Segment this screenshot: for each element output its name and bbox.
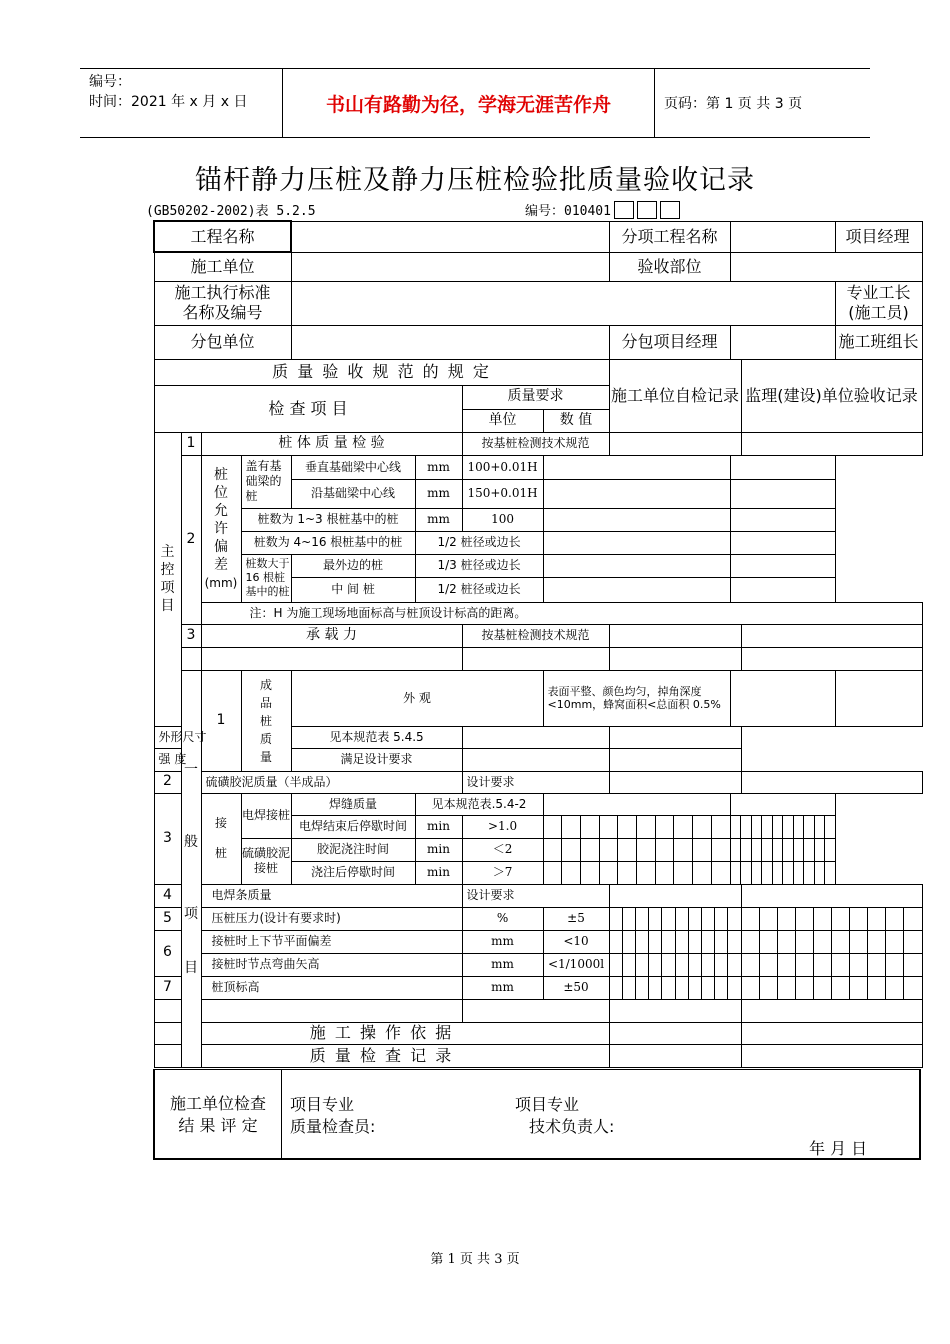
pile-count-1-3: 桩数为 1~3 根桩基中的桩 [241, 508, 415, 531]
measurement-grid[interactable] [609, 976, 741, 999]
slogan: 书山有路勤为径，学海无涯苦作舟 [282, 69, 655, 137]
self-check-cell[interactable] [543, 531, 730, 554]
serial-box[interactable] [614, 201, 634, 219]
self-check-cell[interactable] [609, 647, 741, 670]
item-pile-quality-req: 按基桩检测技术规范 [462, 432, 609, 455]
label-sub-project: 分项工程名称 [609, 221, 730, 252]
splice-plane-deviation: 接桩时上下节平面偏差 [201, 930, 462, 953]
page-footer: 第 1 页 共 3 页 [430, 1252, 520, 1267]
middle-pile-value: 1/2 桩径或边长 [415, 577, 543, 602]
pour-unit: min [415, 838, 462, 861]
outer-pile: 最外边的桩 [291, 554, 415, 577]
after-pour-value: ＞7 [462, 861, 543, 884]
measurement-grid[interactable] [609, 930, 741, 953]
pile-top-elevation: 桩顶标高 [201, 976, 462, 999]
operation-basis-cell[interactable] [609, 1022, 741, 1044]
pile-count-1-3-value: 100 [462, 508, 543, 531]
check-items-header: 检 查 项 目 [154, 385, 462, 432]
quality-req-header: 质量要求 [462, 385, 609, 409]
self-check-cell[interactable] [543, 455, 730, 479]
spec-section-title: 质 量 验 收 规 范 的 规 定 [154, 359, 609, 385]
label-project-name: 工程名称 [154, 221, 291, 252]
evaluation-label [155, 1070, 282, 1159]
pour-value: ＜2 [462, 838, 543, 861]
supervision-cell[interactable] [741, 624, 922, 647]
field-project-name[interactable] [291, 221, 609, 252]
number-label: 编号： [89, 74, 131, 90]
middle-pile: 中 间 桩 [291, 577, 415, 602]
electrode-req: 设计要求 [462, 884, 609, 907]
self-check-cell[interactable] [543, 508, 730, 531]
standard-code: (GB50202-2002)表 5.2.5 [146, 204, 316, 219]
label-exec-standard [154, 281, 291, 325]
page-header [80, 68, 870, 138]
supervision-cell[interactable] [741, 432, 922, 455]
pile-count-4-16: 桩数为 4~16 根桩基中的桩 [241, 531, 415, 554]
item-number: 5 [154, 907, 181, 930]
evaluation-block [153, 1069, 921, 1160]
field-sub-pm[interactable] [730, 325, 835, 359]
measurement-grid[interactable] [741, 953, 922, 976]
main-control-label: 主 控 项 目 [154, 432, 181, 726]
serial-number [525, 200, 680, 219]
self-check-cell[interactable] [609, 999, 741, 1022]
item-number: 2 [181, 455, 201, 624]
weld-quality-req: 见本规范表.5.4-2 [415, 793, 543, 815]
evaluation-label-line2: 结 果 评 定 [178, 1115, 258, 1135]
self-check-cell[interactable] [609, 884, 741, 907]
pour-time: 胶泥浇注时间 [291, 838, 415, 861]
page-info: 页码：第 1 页 共 3 页 [664, 96, 803, 112]
joint-bending-unit: mm [462, 953, 543, 976]
item-pile-quality: 桩 体 质 量 检 验 [201, 432, 462, 455]
label-team-leader: 施工班组长 [835, 325, 922, 359]
foreman-line2: (施工员) [848, 303, 909, 322]
serial-box[interactable] [660, 201, 680, 219]
measurement-grid[interactable] [730, 838, 835, 861]
label-foreman [835, 281, 922, 325]
outer-pile-value: 1/3 桩径或边长 [415, 554, 543, 577]
after-pour-time: 浇注后停歇时间 [291, 861, 415, 884]
doc-title: 锚杆静力压桩及静力压桩检验批质量验收记录 [195, 165, 755, 196]
cap-beam-pile: 盖有基础梁的桩 [241, 455, 291, 508]
item-number: 7 [154, 976, 181, 999]
serial-label: 编号：010401 [525, 204, 611, 219]
self-check-cell[interactable] [462, 748, 609, 771]
pile-top-value: ±50 [543, 976, 609, 999]
strength: 强 度 [154, 748, 241, 771]
self-check-cell[interactable] [609, 432, 741, 455]
measurement-grid[interactable] [741, 930, 922, 953]
splice-plane-value: <10 [543, 930, 609, 953]
finished-pile-label: 成 品 桩 质 量 [241, 670, 291, 771]
label-acceptance-part: 验收部位 [609, 252, 730, 281]
sign-date[interactable]: 年 月 日 [809, 1139, 868, 1158]
pile-deviation-label: 桩 位 允 许 偏 差 (mm) [201, 455, 241, 602]
note-h: 注：H 为施工现场地面标高与桩顶设计标高的距离。 [201, 602, 922, 624]
pressing-force: 压桩压力(设计有要求时) [201, 907, 462, 930]
field-sub-project[interactable] [730, 221, 835, 252]
shape-size: 外形尺寸 [154, 726, 241, 748]
self-check-cell[interactable] [609, 771, 741, 793]
field-construction-unit[interactable] [291, 252, 609, 281]
weld-quality: 焊缝质量 [291, 793, 415, 815]
joint-bending-value: <1/1000l [543, 953, 609, 976]
time-label: 时间：2021 年 x 月 x 日 [89, 94, 248, 110]
appearance: 外 观 [291, 670, 543, 726]
pile-count-4-16-value: 1/2 桩径或边长 [415, 531, 543, 554]
sulfur-mortar-quality: 硫磺胶泥质量（半成品） [201, 771, 462, 793]
splice-label: 接 桩 [201, 793, 241, 884]
tech-lead-line1: 项目专业 [515, 1095, 580, 1114]
item-number: 6 [154, 930, 181, 976]
tech-lead-line2[interactable]: 技术负责人: [529, 1117, 615, 1136]
supervision-cell[interactable] [730, 508, 835, 531]
self-check-cell[interactable] [462, 726, 609, 748]
pile-count-over-16: 桩数大于 16 根桩基中的桩 [241, 554, 291, 602]
measurement-grid[interactable] [741, 976, 922, 999]
item-number: 1 [201, 670, 241, 771]
field-exec-standard[interactable] [291, 281, 835, 325]
general-label: 一 般 项 目 [181, 670, 201, 1067]
along-unit: mm [415, 479, 462, 508]
quality-record-cell[interactable] [741, 1044, 922, 1067]
quality-record-cell[interactable] [609, 1044, 741, 1067]
field-acceptance-part[interactable] [730, 252, 922, 281]
label-project-manager: 项目经理 [835, 221, 922, 252]
quality-inspector-line1: 项目专业 [290, 1095, 355, 1114]
self-check-cell[interactable] [609, 624, 741, 647]
weld-stop-time: 电焊结束后停歇时间 [291, 815, 415, 838]
item-number: 3 [154, 793, 181, 884]
perp-line: 垂直基础梁中心线 [291, 455, 415, 479]
strength-req: 满足设计要求 [291, 748, 462, 771]
appearance-req: 表面平整、颜色均匀，掉角深度<10mm，蜂窝面积<总面积 0.5% [543, 670, 730, 726]
sulfur-mortar-req: 设计要求 [462, 771, 609, 793]
self-check-cell[interactable] [543, 554, 730, 577]
electrode-quality: 电焊条质量 [201, 884, 462, 907]
sulfur-splice: 硫磺胶泥接桩 [241, 838, 291, 884]
item-number: 3 [181, 624, 201, 647]
value-header: 数 值 [543, 409, 609, 432]
measurement-grid[interactable] [543, 838, 730, 861]
header-meta [80, 69, 282, 137]
label-construction-unit: 施工单位 [154, 252, 291, 281]
supervision-cell[interactable] [730, 554, 835, 577]
operation-basis: 施 工 操 作 依 据 [154, 1022, 609, 1044]
measurement-grid[interactable] [543, 861, 730, 884]
item-bearing-capacity: 承 载 力 [201, 624, 462, 647]
field-subcontractor[interactable] [291, 325, 609, 359]
along-line: 沿基础梁中心线 [291, 479, 415, 508]
foreman-line1: 专业工长 [846, 283, 911, 302]
item-number: 1 [181, 432, 201, 455]
exec-standard-line2: 名称及编号 [182, 303, 263, 322]
self-check-cell[interactable] [543, 479, 730, 508]
joint-bending: 接桩时节点弯曲矢高 [201, 953, 462, 976]
splice-plane-unit: mm [462, 930, 543, 953]
pile-top-unit: mm [462, 976, 543, 999]
operation-basis-cell[interactable] [741, 1022, 922, 1044]
after-pour-unit: min [415, 861, 462, 884]
supervision-cell[interactable] [730, 531, 835, 554]
self-check-cell[interactable] [543, 793, 730, 815]
item-number: 2 [154, 771, 181, 793]
quality-inspector-line2[interactable]: 质量检查员: [290, 1117, 376, 1136]
label-subcontractor: 分包单位 [154, 325, 291, 359]
supervision-header: 监理(建设)单位验收记录 [741, 359, 922, 432]
along-value: 150+0.01H [462, 479, 543, 508]
supervision-cell[interactable] [835, 670, 922, 726]
measurement-grid[interactable] [730, 861, 835, 884]
supervision-cell[interactable] [730, 577, 835, 602]
shape-size-req: 见本规范表 5.4.5 [291, 726, 462, 748]
unit-header: 单位 [462, 409, 543, 432]
item-number: 4 [154, 884, 181, 907]
measurement-grid[interactable] [543, 815, 730, 838]
measurement-grid[interactable] [741, 907, 922, 930]
weld-splice: 电焊接桩 [241, 793, 291, 838]
pile-count-1-3-unit: mm [415, 508, 462, 531]
perp-unit: mm [415, 455, 462, 479]
pressing-force-value: ±5 [543, 907, 609, 930]
exec-standard-line1: 施工执行标准 [174, 283, 271, 302]
weld-stop-unit: min [415, 815, 462, 838]
item-bearing-req: 按基桩检测技术规范 [462, 624, 609, 647]
supervision-cell[interactable] [730, 793, 835, 815]
serial-box[interactable] [637, 201, 657, 219]
inspection-table [153, 220, 923, 1068]
supervision-cell[interactable] [741, 771, 922, 793]
supervision-cell[interactable] [609, 726, 741, 748]
perp-value: 100+0.01H [462, 455, 543, 479]
measurement-grid[interactable] [730, 815, 835, 838]
evaluation-label-line1: 施工单位检查 [169, 1093, 266, 1113]
pressing-force-unit: % [462, 907, 543, 930]
self-check-cell[interactable] [730, 670, 835, 726]
quality-check-record: 质 量 检 查 记 录 [154, 1044, 609, 1067]
self-check-cell[interactable] [543, 577, 730, 602]
label-sub-pm: 分包项目经理 [609, 325, 730, 359]
self-check-header: 施工单位自检记录 [609, 359, 741, 432]
supervision-cell[interactable] [741, 647, 922, 670]
supervision-cell[interactable] [609, 748, 741, 771]
supervision-cell[interactable] [741, 999, 922, 1022]
supervision-cell[interactable] [730, 455, 835, 479]
measurement-grid[interactable] [609, 953, 741, 976]
supervision-cell[interactable] [741, 884, 922, 907]
measurement-grid[interactable] [609, 907, 741, 930]
weld-stop-value: >1.0 [462, 815, 543, 838]
supervision-cell[interactable] [730, 479, 835, 508]
